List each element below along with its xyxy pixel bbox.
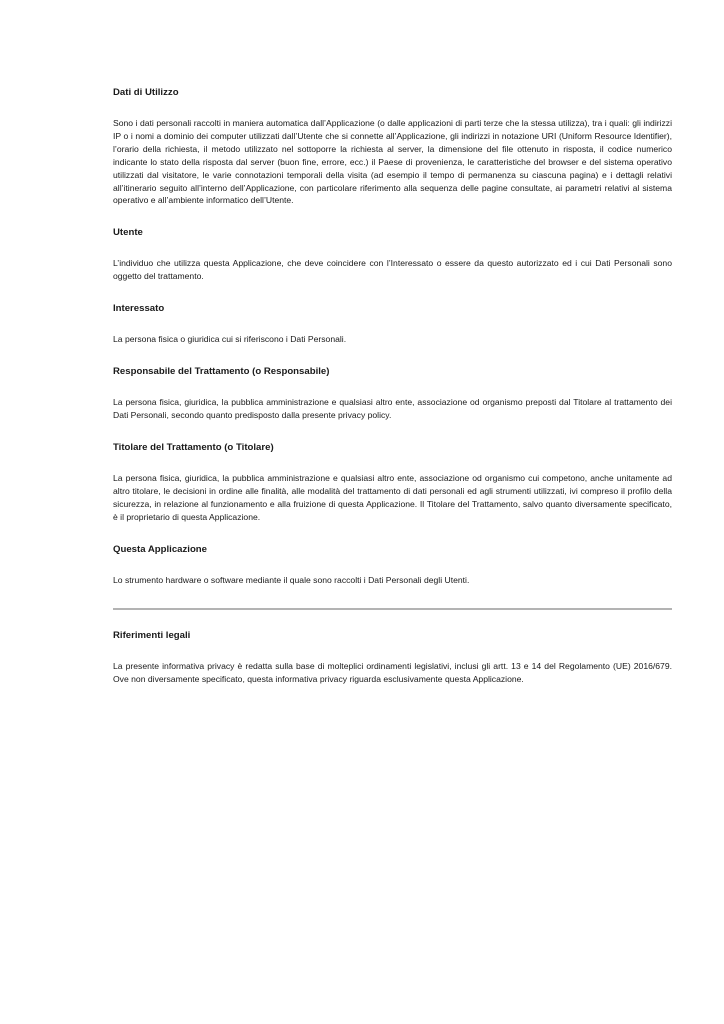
section-title: Riferimenti legali	[113, 630, 191, 642]
section-dati-di-utilizzo	[113, 86, 672, 207]
section-questa-applicazione	[113, 543, 672, 587]
section-body: L’individuo che utilizza questa Applicazione, che deve coincidere con l’Interessato o essere da questo autorizzato ed i cui Dati Personali sono oggetto del trattamento.	[113, 258, 672, 282]
section-utente	[113, 226, 672, 283]
section-title: Titolare del Trattamento (o Titolare)	[113, 441, 274, 453]
section-title: Dati di Utilizzo	[113, 87, 179, 98]
section-divider	[113, 608, 672, 610]
section-title: Interessato	[113, 303, 165, 315]
section-interessato	[113, 302, 672, 346]
section-body: La persona fisica, giuridica, la pubblica amministrazione e qualsiasi altro ente, associazione od organismo cui competono, anche unitamente ad altro titolare, le decisioni in ordine alle finalità, alle modalità del trattamento di dati personali ed agli strumenti utilizzati, ivi compreso il profilo della sicurezza, in relazione al funzionamento e alla fruizione di questa Applicazione. Il Titolare del Trattamento, salvo quanto diversamente specificato, è il proprietario di questa Applicazione.	[113, 472, 672, 522]
section-riferimenti-legali	[113, 629, 672, 686]
section-title: Questa Applicazione	[113, 543, 208, 555]
section-body: Lo strumento hardware o software mediante il quale sono raccolti i Dati Personali degli Utenti.	[113, 574, 470, 585]
section-body: La presente informativa privacy è redatta sulla base di molteplici ordinamenti legislativi, inclusi gli artt. 13 e 14 del Regolamento (UE) 2016/679. Ove non diversamente specificato, questa informativa privacy riguarda esclusivamente questa Applicazione.	[113, 661, 672, 685]
section-body: La persona fisica, giuridica, la pubblica amministrazione e qualsiasi altro ente, associazione od organismo preposti dal Titolare al trattamento dei Dati Personali, secondo quanto predisposto dalla presente privacy policy.	[113, 397, 672, 420]
document-page	[113, 86, 672, 705]
section-title: Utente	[113, 227, 143, 239]
section-body: La persona fisica o giuridica cui si riferiscono i Dati Personali.	[113, 334, 347, 345]
section-responsabile	[113, 365, 672, 422]
section-body: Sono i dati personali raccolti in maniera automatica dall’Applicazione (o dalle applicazioni di parti terze che la stessa utilizza), tra i quali: gli indirizzi IP o i nomi a dominio dei computer utilizzati dall’Utente che si connette all’Applicazione, gli indirizzi in notazione URI (Uniform Resource Identifier), l’orario della richiesta, il metodo utilizzato nel sottoporre la richiesta al server, la dimensione del file ottenuto in risposta, il codice numerico indicante lo stato della risposta dal server (buon fine, errore, ecc.) il Paese di provenienza, le caratteristiche del browser e del sistema operativo utilizzati dal visitatore, le varie connotazioni temporali della visita (ad esempio il tempo di permanenza su ciascuna pagina) e i dettagli relativi all’itinerario seguito all’interno dell’Applicazione, con particolare riferimento alla sequenza delle pagine consultate, ai parametri relativi al sistema operativo e all’ambiente informatico dell’Utente.	[113, 118, 672, 206]
section-titolare	[113, 441, 672, 524]
section-title: Responsabile del Trattamento (o Responsabile)	[113, 366, 330, 378]
